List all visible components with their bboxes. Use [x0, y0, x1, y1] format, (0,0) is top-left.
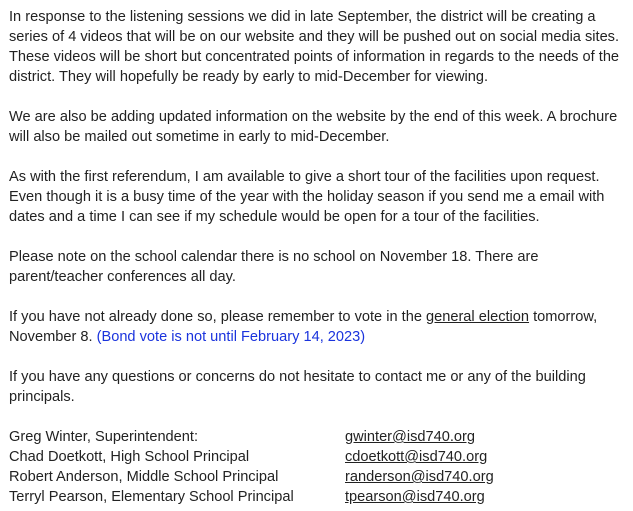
contact-row [9, 487, 627, 507]
paragraph-vote-reminder [9, 307, 627, 347]
newsletter-body [9, 7, 627, 507]
bond-vote-note: (Bond vote is not until February 14, 2023) [96, 329, 366, 345]
contact-row [9, 467, 627, 487]
vote-text-end: tomorrow, November 8. [9, 309, 598, 345]
contact-email-link[interactable]: cdoetkott@isd740.org [345, 449, 488, 465]
contact-name: Terryl Pearson, Elementary School Principal [9, 489, 294, 505]
vote-text-start: If you have not already done so, please remember to vote in the [9, 309, 426, 325]
contact-name: Robert Anderson, Middle School Principal [9, 469, 279, 485]
contact-email-link[interactable]: gwinter@isd740.org [345, 429, 476, 445]
paragraph-facility-tours: As with the first referendum, I am available to give a short tour of the facilities upon request. Even though it is a busy time of the year with the holiday season if you send me a email with dates and a time I can see if my schedule would be open for a tour of the facilities. [9, 169, 605, 225]
contact-list [9, 427, 627, 507]
contact-name: Greg Winter, Superintendent: [9, 429, 199, 445]
contact-name: Chad Doetkott, High School Principal [9, 449, 250, 465]
general-election-link[interactable]: general election [425, 309, 530, 325]
contact-email-link[interactable]: randerson@isd740.org [345, 469, 494, 485]
contact-email-link[interactable]: tpearson@isd740.org [345, 489, 485, 505]
paragraph-videos: In response to the listening sessions we did in late September, the district will be creating a series of 4 videos that will be on our website and they will be pushed out on social media sites. These videos will be short but concentrated points of information in regards to the needs of the district. They will hopefully be ready by early to mid-December for viewing. [9, 9, 620, 85]
paragraph-website-update: We are also be adding updated information on the website by the end of this week. A brochure will also be mailed out sometime in early to mid-December. [9, 109, 618, 145]
contact-row [9, 427, 627, 447]
paragraph-questions: If you have any questions or concerns do not hesitate to contact me or any of the building principals. [9, 369, 586, 405]
contact-row [9, 447, 627, 467]
paragraph-no-school: Please note on the school calendar there is no school on November 18. There are parent/teacher conferences all day. [9, 249, 539, 285]
